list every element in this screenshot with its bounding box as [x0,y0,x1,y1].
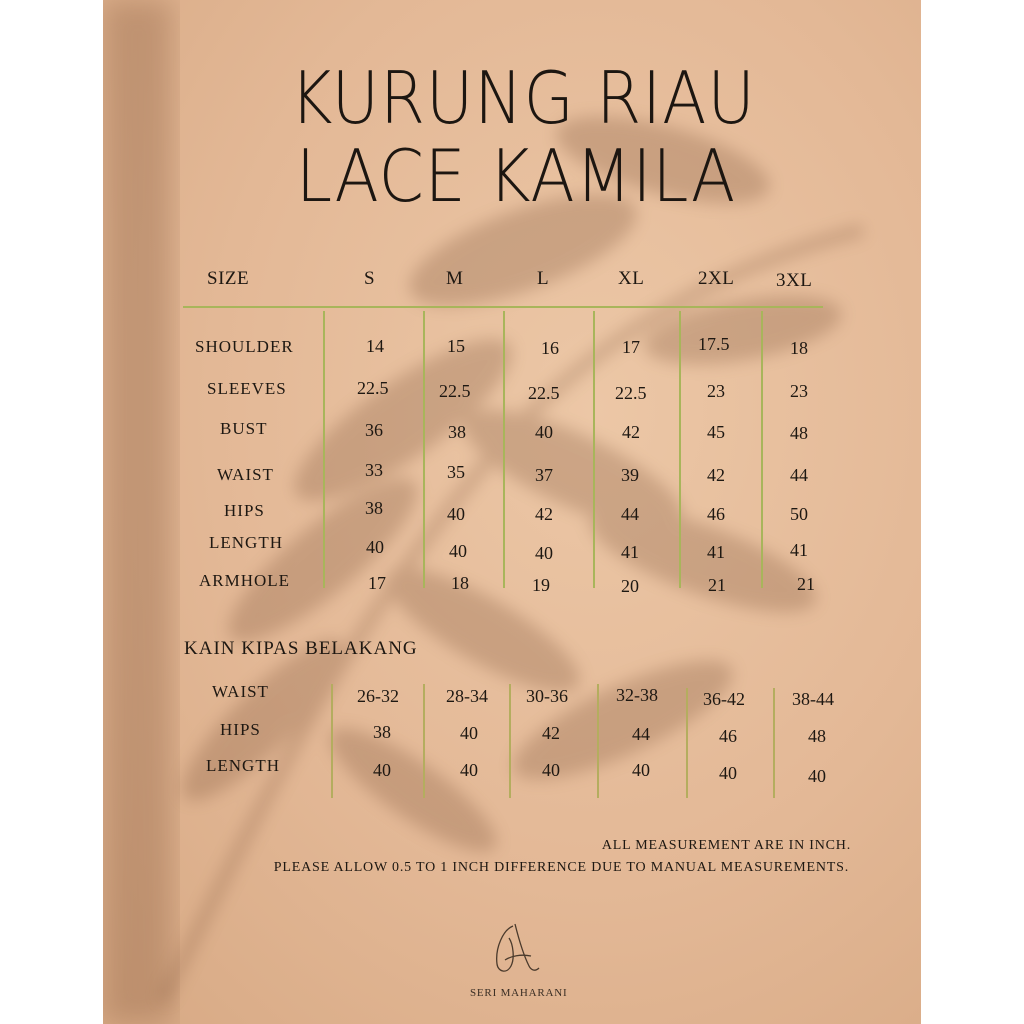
cell-value: 19 [532,575,550,595]
cell-value: 36-42 [703,689,745,709]
column-divider [423,311,425,588]
column-divider [597,684,599,798]
cell-value: 40 [535,422,553,442]
cell-value: 38-44 [792,689,834,709]
column-divider [686,688,688,798]
cell-value: 40 [535,543,553,563]
cell-value: 40 [460,760,478,780]
column-divider [679,311,681,588]
note-tolerance: PLEASE ALLOW 0.5 TO 1 INCH DIFFERENCE DUE TO MANUAL MEASUREMENTS. [273,860,849,875]
cell-value: 18 [451,573,469,593]
cell-value: 48 [808,726,826,746]
row-label-length: LENGTH [209,533,283,552]
size-header-3xl: 3XL [776,270,813,291]
cell-value: 17 [622,337,640,357]
cell-value: 18 [790,338,808,358]
size-header-2xl: 2XL [698,268,735,289]
cell-value: 17.5 [698,334,730,354]
cell-value: 16 [541,338,559,358]
size-header-l: L [537,268,550,289]
size-header-s: S [364,268,376,289]
cell-value: 44 [632,724,650,744]
cell-value: 38 [373,722,391,742]
cell-value: 40 [808,766,826,786]
cell-value: 28-34 [446,686,488,706]
brand-name: SERI MAHARANI [470,987,568,999]
column-divider [331,684,333,798]
brand-logo-icon [485,920,547,982]
cell-value: 40 [373,760,391,780]
cell-value: 40 [719,763,737,783]
kain-label-length: LENGTH [206,756,280,775]
column-divider [773,688,775,798]
cell-value: 40 [460,723,478,743]
cell-value: 37 [535,465,553,485]
cell-value: 22.5 [528,383,560,403]
cell-value: 38 [365,498,383,518]
column-divider [509,684,511,798]
cell-value: 32-38 [616,685,658,705]
row-label-sleeves: SLEEVES [207,379,287,398]
cell-value: 15 [447,336,465,356]
cell-value: 45 [707,422,725,442]
cell-value: 38 [448,422,466,442]
cell-value: 42 [535,504,553,524]
size-header-label: SIZE [207,268,250,289]
row-label-hips: HIPS [224,501,265,520]
cell-value: 23 [790,381,808,401]
title-line-1: KURUNG RIAU [290,56,756,140]
title-line-2: LACE KAMILA [296,134,737,218]
cell-value: 46 [719,726,737,746]
row-label-shoulder: SHOULDER [195,337,294,356]
column-divider [423,684,425,798]
cell-value: 42 [707,465,725,485]
cell-value: 22.5 [357,378,389,398]
cell-value: 14 [366,336,384,356]
row-label-armhole: ARMHOLE [199,571,291,590]
row-label-waist: WAIST [217,465,274,484]
cell-value: 22.5 [615,383,647,403]
kain-heading: KAIN KIPAS BELAKANG [184,638,418,659]
column-divider [593,311,595,588]
cell-value: 46 [707,504,725,524]
column-divider [503,311,505,588]
column-divider [761,311,763,588]
cell-value: 22.5 [439,381,471,401]
cell-value: 42 [622,422,640,442]
row-label-bust: BUST [220,419,268,438]
kain-label-waist: WAIST [212,682,269,701]
cell-value: 21 [797,574,815,594]
kain-label-hips: HIPS [220,720,261,739]
cell-value: 41 [790,540,808,560]
cell-value: 40 [449,541,467,561]
cell-value: 21 [708,575,726,595]
cell-value: 36 [365,420,383,440]
cell-value: 26-32 [357,686,399,706]
cell-value: 48 [790,423,808,443]
size-header-xl: XL [618,268,645,289]
size-header-m: M [446,268,464,289]
cell-value: 42 [542,723,560,743]
cell-value: 40 [447,504,465,524]
cell-value: 40 [542,760,560,780]
cell-value: 20 [621,576,639,596]
cell-value: 23 [707,381,725,401]
column-divider [323,311,325,588]
cell-value: 39 [621,465,639,485]
cell-value: 41 [621,542,639,562]
cell-value: 44 [621,504,639,524]
cell-value: 35 [447,462,465,482]
header-divider [183,306,823,308]
cell-value: 33 [365,460,383,480]
cell-value: 30-36 [526,686,568,706]
cell-value: 40 [366,537,384,557]
cell-value: 44 [790,465,808,485]
cell-value: 50 [790,504,808,524]
cell-value: 41 [707,542,725,562]
cell-value: 17 [368,573,386,593]
cell-value: 40 [632,760,650,780]
note-unit: ALL MEASUREMENT ARE IN INCH. [601,838,851,853]
